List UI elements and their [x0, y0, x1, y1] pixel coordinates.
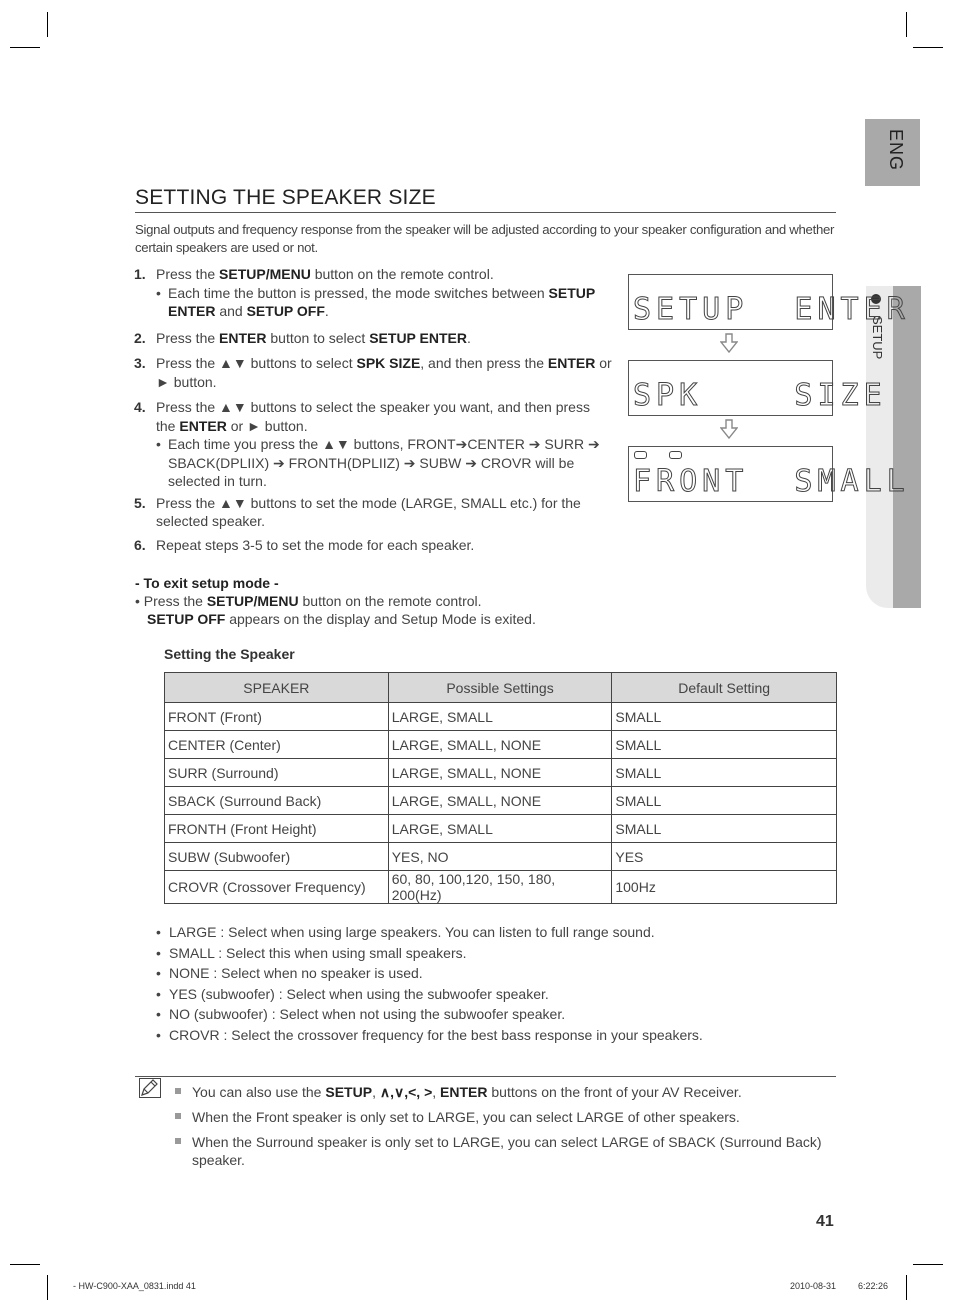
- table-cell: LARGE, SMALL: [388, 815, 612, 843]
- table-cell: SMALL: [612, 759, 837, 787]
- page-number: 41: [816, 1213, 834, 1230]
- table-cell: SUBW (Subwoofer): [165, 843, 389, 871]
- section-label: SETUP: [870, 316, 885, 360]
- notes-divider: [135, 1076, 836, 1077]
- table-cell: SMALL: [612, 787, 837, 815]
- table-caption: Setting the Speaker: [164, 646, 295, 662]
- step-1: 1. Press the SETUP/MENU button on the remote control.: [134, 266, 494, 282]
- table-cell: 60, 80, 100,120, 150, 180, 200(Hz): [388, 871, 612, 904]
- step-1-detail: • Each time the button is pressed, the mode switches between SETUP ENTER and SETUP OFF.: [156, 284, 595, 319]
- table-row: [165, 815, 837, 843]
- title-divider: [135, 212, 836, 213]
- crop-mark: [10, 1264, 40, 1265]
- arrow-down-icon: [720, 419, 738, 439]
- exit-setup-section: [135, 574, 536, 628]
- list-item: • NONE : Select when no speaker is used.: [156, 963, 703, 984]
- intro-paragraph: Signal outputs and frequency response from the speaker will be adjusted according to your speaker configuration and whether certain speakers are used or not.: [135, 222, 835, 255]
- table-cell: SMALL: [612, 731, 837, 759]
- list-item: • SMALL : Select this when using small speakers.: [156, 943, 703, 964]
- step-list: [134, 265, 612, 554]
- table-cell: CROVR (Crossover Frequency): [165, 871, 389, 904]
- step-3: 3. Press the ▲▼ buttons to select SPK SIZE, and then press the ENTER or ► button.: [134, 355, 612, 390]
- crop-mark: [906, 12, 907, 37]
- note-item: You can also use the SETUP, ∧,∨,<, >, ENTER buttons on the front of your AV Receiver.: [175, 1083, 837, 1101]
- step-6: 6. Repeat steps 3-5 to set the mode for each speaker.: [134, 536, 475, 553]
- speaker-indicator-icon: [634, 451, 647, 459]
- list-item: • LARGE : Select when using large speakers. You can listen to full range sound.: [156, 922, 703, 943]
- table-cell: FRONT (Front): [165, 703, 389, 731]
- step-5: 5. Press the ▲▼ buttons to set the mode (LARGE, SMALL etc.) for the selected speaker.: [134, 494, 581, 529]
- note-item: When the Surround speaker is only set to LARGE, you can select LARGE of SBACK (Surround Back) speaker.: [175, 1133, 837, 1169]
- step-4: 4. Press the ▲▼ buttons to select the speaker you want, and then press the ENTER or ► button.: [134, 399, 590, 434]
- table-header-row: [165, 673, 837, 703]
- page-title: SETTING THE SPEAKER SIZE: [135, 186, 436, 209]
- exit-line-2: SETUP OFF appears on the display and Setup Mode is exited.: [147, 611, 536, 627]
- table-cell: YES, NO: [388, 843, 612, 871]
- option-descriptions: [156, 922, 703, 1046]
- lcd-display-setup-enter: SETUP ENTER: [628, 274, 833, 330]
- crop-mark: [47, 12, 48, 37]
- language-tab: [865, 119, 920, 186]
- notes-list: [175, 1083, 837, 1176]
- table-cell: LARGE, SMALL, NONE: [388, 759, 612, 787]
- list-item: • NO (subwoofer) : Select when not using the subwoofer speaker.: [156, 1004, 703, 1025]
- language-label: ENG: [886, 129, 906, 172]
- table-cell: LARGE, SMALL, NONE: [388, 731, 612, 759]
- exit-line-1: • Press the SETUP/MENU button on the remote control.: [135, 593, 482, 609]
- table-row: [165, 731, 837, 759]
- column-header: SPEAKER: [165, 673, 389, 703]
- step-4-detail: • Each time you press the ▲▼ buttons, FRONT➔CENTER ➔ SURR ➔ SBACK(DPLIIX) ➔ FRONTH(DPLIIZ) ➔ SUBW ➔ CROVR will be selected in turn.: [156, 436, 600, 489]
- table-cell: 100Hz: [612, 871, 837, 904]
- table-cell: LARGE, SMALL, NONE: [388, 787, 612, 815]
- table-cell: CENTER (Center): [165, 731, 389, 759]
- list-item: • CROVR : Select the crossover frequency for the best bass response in your speakers.: [156, 1025, 703, 1046]
- footer-file: - HW-C900-XAA_0831.indd 41: [73, 1281, 196, 1291]
- crop-mark: [906, 1275, 907, 1300]
- note-pencil-icon: [139, 1078, 161, 1098]
- lcd-display-spk-size: SPK SIZE: [628, 360, 833, 416]
- crop-mark: [47, 1275, 48, 1300]
- table-cell: SURR (Surround): [165, 759, 389, 787]
- section-tab-bar: [893, 286, 921, 608]
- arrow-down-icon: [720, 333, 738, 353]
- table-row: [165, 871, 837, 904]
- column-header: Default Setting: [612, 673, 837, 703]
- table-row: [165, 759, 837, 787]
- step-2: 2. Press the ENTER button to select SETUP ENTER.: [134, 329, 471, 346]
- table-cell: SBACK (Surround Back): [165, 787, 389, 815]
- table-cell: FRONTH (Front Height): [165, 815, 389, 843]
- speaker-settings-table: [164, 672, 837, 904]
- table-cell: YES: [612, 843, 837, 871]
- crop-mark: [10, 47, 40, 48]
- footer-date: 2010-08-31: [790, 1281, 837, 1291]
- crop-mark: [913, 1264, 943, 1265]
- table-cell: LARGE, SMALL: [388, 703, 612, 731]
- speaker-indicator-icon: [669, 451, 682, 459]
- crop-mark: [913, 47, 943, 48]
- table-row: [165, 703, 837, 731]
- note-item: When the Front speaker is only set to LARGE, you can select LARGE of other speakers.: [175, 1108, 837, 1126]
- lcd-display-front-small: FRONT SMALL: [628, 446, 833, 502]
- footer-time: 6:22:26: [858, 1281, 889, 1291]
- list-item: • YES (subwoofer) : Select when using the subwoofer speaker.: [156, 984, 703, 1005]
- exit-heading: - To exit setup mode -: [135, 575, 279, 591]
- table-row: [165, 843, 837, 871]
- table-cell: SMALL: [612, 703, 837, 731]
- table-row: [165, 787, 837, 815]
- column-header: Possible Settings: [388, 673, 612, 703]
- table-cell: SMALL: [612, 815, 837, 843]
